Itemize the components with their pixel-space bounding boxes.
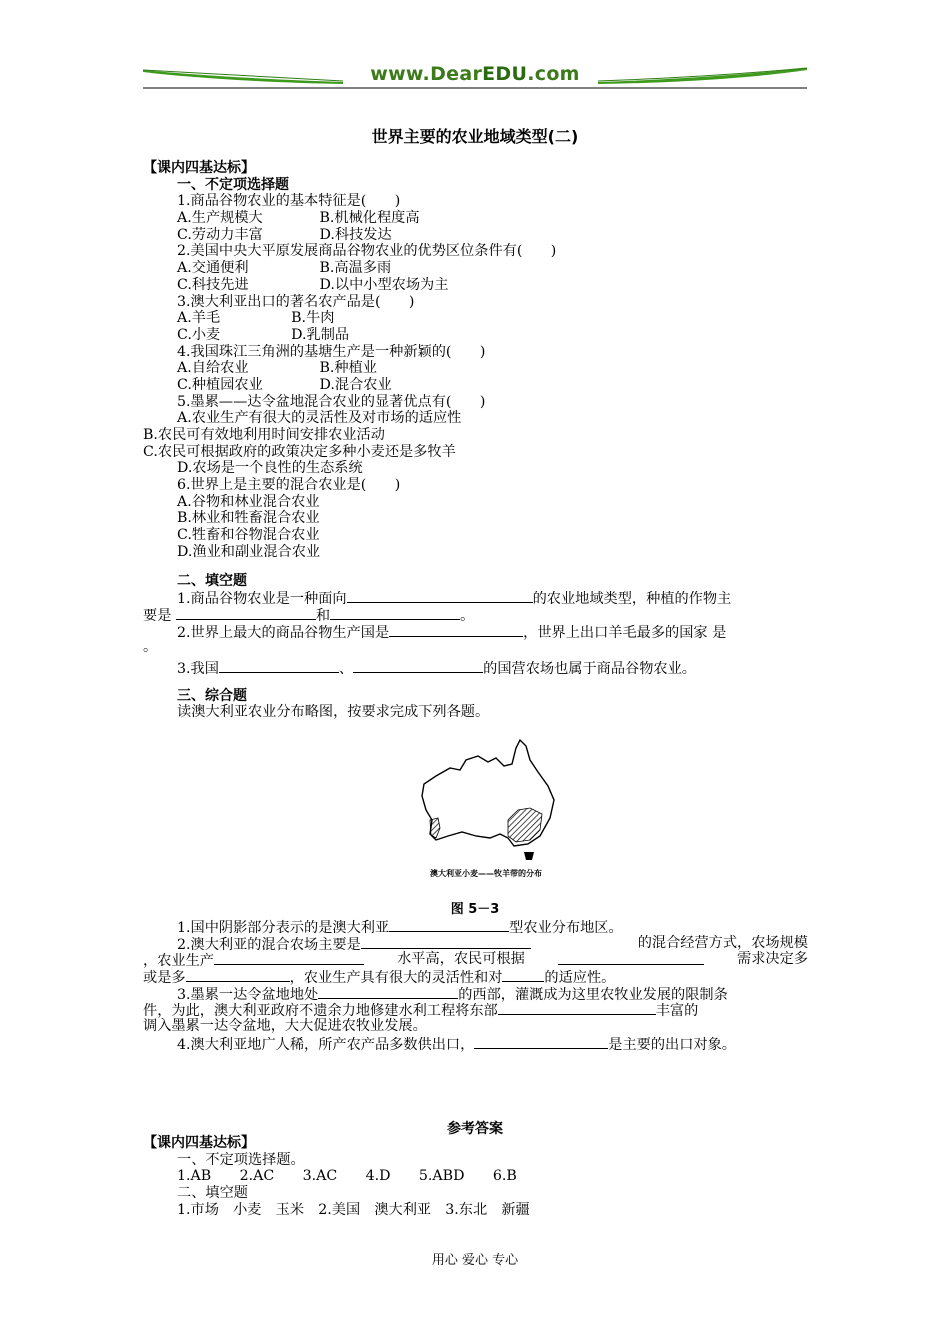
comp-question-4: 4.澳大利亚地广人稀，所产农产品多数供出口， 是主要的出口对象。 (177, 1036, 736, 1053)
fill-question-2: 2.世界上最大的商品谷物生产国是 ，世界上出口羊毛最多的国家 是 (177, 624, 727, 641)
question-line: 1.商品谷物农业的基本特征是( ) (177, 193, 401, 210)
answer-blank[interactable] (558, 951, 704, 965)
answer-section-label: 【课内四基达标】 (143, 1135, 255, 1151)
answer-blank[interactable] (498, 1001, 656, 1015)
question-line: 3.澳大利亚出口的著名农产品是( ) (177, 293, 415, 310)
answer-blank[interactable] (502, 968, 544, 982)
fill-question-3: 3.我国 、 的国营农场也属于商品谷物农业。 (177, 660, 696, 677)
comp-question-2-cont2: 或是多 ，农业生产具有很大的灵活性和对 的适应性。 (143, 970, 616, 987)
answer-line: 1.AB 2.AC 3.AC 4.D 5.ABD 6.B (177, 1168, 517, 1185)
main-content (143, 160, 808, 721)
question-line: B.林业和牲畜混合农业 (177, 510, 320, 527)
australia-outline (422, 740, 554, 860)
part1-heading: 一、不定项选择题 (177, 176, 289, 193)
fill-question-2-cont: 。 (143, 639, 158, 656)
question-line: C.牲畜和谷物混合农业 (177, 527, 320, 544)
answer-blank[interactable] (318, 985, 458, 999)
question-line: A.羊毛 B.牛肉 (177, 310, 335, 327)
comp-question-2: 2.澳大利亚的混合农场主要是 的混合经营方式，农场规模 (177, 934, 808, 953)
answer-blank[interactable] (219, 659, 339, 673)
answer-line: 1.市场 小麦 玉米 2.美国 澳大利亚 3.东北 新疆 (177, 1201, 530, 1218)
fill-question-1: 1.商品谷物农业是一种面向 的农业地域类型，种植的作物主 (177, 591, 732, 608)
answer-blank[interactable] (353, 659, 483, 673)
site-header (143, 60, 807, 92)
question-line: 5.墨累——达令盆地混合农业的显著优点有( ) (177, 393, 486, 410)
site-logo: www.DearEDU.com (370, 63, 580, 85)
comp-question-3-cont: 件，为此，澳大利亚政府不遗余力地修建水利工程将东部 丰富的 (143, 1003, 699, 1020)
answer-line: 二、填空题 (177, 1185, 248, 1202)
question-line: A.农业生产有很大的灵活性及对市场的适应性 (177, 410, 462, 427)
part1-question-list-2 (143, 460, 808, 560)
answer-blank[interactable] (214, 951, 364, 965)
question-line: A.自给农业 B.种植业 (177, 360, 377, 377)
question-line: D.农场是一个良性的生态系统 (177, 460, 363, 477)
question-line: C.小麦 D.乳制品 (177, 326, 350, 343)
question-line: 6.世界上是主要的混合农业是( ) (177, 477, 401, 494)
comp-question-1: 1.国中阴影部分表示的是澳大利亚 型农业分布地区。 (177, 920, 623, 936)
page-footer: 用心 爱心 专心 (431, 1253, 519, 1268)
question-line: D.渔业和副业混合农业 (177, 543, 321, 560)
question-line: 4.我国珠江三角洲的基塘生产是一种新颖的( ) (177, 343, 486, 360)
answer-title: 参考答案 (447, 1121, 503, 1137)
comp-question-3-cont2: 调入墨累一达令盆地，大大促进农牧业发展。 (143, 1018, 427, 1035)
page-title: 世界主要的农业地域类型(二) (371, 127, 579, 146)
figure-label: 图 5－3 (450, 902, 500, 917)
part3-questions (143, 918, 808, 1052)
question-line: A.交通便利 B.高温多雨 (177, 260, 392, 277)
answer-blank[interactable] (389, 623, 523, 637)
answer-blank[interactable] (186, 968, 290, 982)
question-line: 2.美国中央大平原发展商品谷物农业的优势区位条件有( ) (177, 243, 557, 260)
answer-blank[interactable] (474, 1035, 608, 1049)
answer-blank[interactable] (176, 606, 316, 620)
question-line: C.劳动力丰富 D.科技发达 (177, 226, 392, 243)
question-line: A.生产规模大 B.机械化程度高 (177, 210, 420, 227)
map-caption: 澳大利亚小麦——牧羊带的分布 (430, 869, 542, 878)
part2-heading: 二、填空题 (177, 572, 247, 589)
question-line: A.谷物和林业混合农业 (177, 493, 320, 510)
comp-question-3: 3.墨累一达令盆地地处 的西部，灌溉成为这里农牧业发展的限制条 (177, 986, 728, 1003)
answer-blank[interactable] (347, 589, 533, 603)
answer-section (143, 1135, 808, 1218)
question-line: C.科技先进 D.以中小型农场为主 (177, 276, 449, 293)
part3-heading: 三、综合题 (177, 687, 247, 704)
question-line: C.农民可根据政府的政策决定多种小麦还是多牧羊 (143, 443, 456, 460)
fill-question-1-cont: 要是 和 。 (143, 607, 475, 624)
section-label: 【课内四基达标】 (143, 160, 255, 176)
part3-intro: 读澳大利亚农业分布略图，按要求完成下列各题。 (177, 704, 490, 721)
answer-blank[interactable] (330, 606, 460, 620)
part1-question-list (143, 193, 808, 427)
question-line: B.农民可有效地利用时间安排农业活动 (143, 427, 385, 443)
comp-question-2-cont: ，农业生产 水平高，农民可根据 需求决定多 (143, 951, 808, 970)
australia-map (416, 738, 556, 883)
question-line: C.种植园农业 D.混合农业 (177, 376, 392, 393)
answer-blank[interactable] (361, 935, 531, 949)
answer-blank[interactable] (389, 918, 509, 932)
answer-line: 一、不定项选择题。 (177, 1151, 305, 1168)
